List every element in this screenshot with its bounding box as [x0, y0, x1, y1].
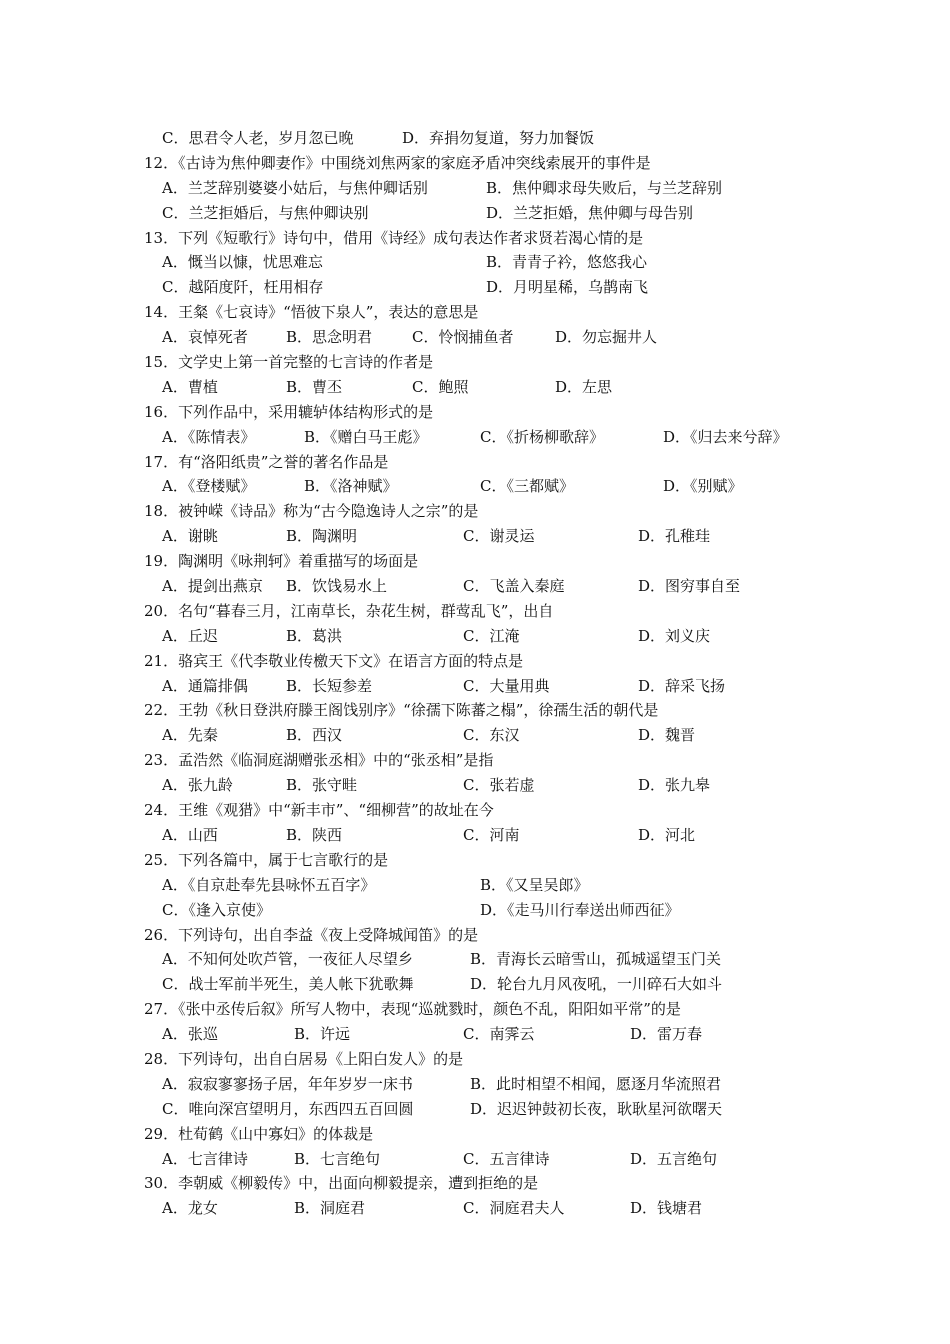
answer-option: A．张巡 — [162, 1025, 218, 1044]
answer-option: B．饮饯易水上 — [286, 577, 388, 596]
answer-option: D．钱塘君 — [630, 1199, 703, 1218]
question-stem-q30: 30．李朝威《柳毅传》中，出面向柳毅提亲，遭到拒绝的是 — [144, 1174, 539, 1193]
answer-option: A．慨当以慷，忧思难忘 — [162, 253, 323, 272]
option-row — [0, 674, 950, 699]
answer-option: A．曹植 — [162, 377, 218, 396]
answer-option: A．《登楼赋》 — [162, 477, 256, 496]
answer-option: D．张九皋 — [638, 776, 711, 795]
answer-option: D．左思 — [555, 377, 613, 396]
answer-option: C．思君令人老，岁月忽已晚 — [162, 129, 354, 147]
answer-option: D．辞采飞扬 — [638, 676, 726, 695]
question-stem-q22: 22．王勃《秋日登洪府滕王阁饯别序》“徐孺下陈蕃之榻”，徐孺生活的朝代是 — [144, 701, 659, 720]
answer-option: D．孔稚珪 — [638, 527, 711, 546]
answer-option: D．刘义庆 — [638, 626, 711, 645]
option-row — [0, 1097, 950, 1122]
option-row — [0, 176, 950, 201]
answer-option: A．张九龄 — [162, 776, 233, 795]
answer-option: C．大量用典 — [463, 676, 550, 695]
answer-option: B．焦仲卿求母失败后，与兰芝辞别 — [486, 178, 723, 197]
answer-option: C．江淹 — [463, 626, 520, 645]
question-stem-q16: 16．下列作品中，采用辘轳体结构形式的是 — [144, 402, 434, 421]
option-row — [0, 823, 950, 848]
answer-option: A．寂寂寥寥扬子居，年年岁岁一床书 — [162, 1074, 413, 1093]
answer-option: C．谢灵运 — [463, 527, 535, 546]
answer-option: B．《赠白马王彪》 — [304, 427, 428, 446]
option-row — [0, 474, 950, 499]
answer-option: B．许远 — [294, 1025, 351, 1044]
option-row — [0, 947, 950, 972]
answer-option: C．怜悯捕鱼者 — [412, 328, 514, 347]
answer-option: D．迟迟钟鼓初长夜，耿耿星河欲曙天 — [470, 1099, 723, 1118]
answer-option: B．长短参差 — [286, 676, 373, 695]
answer-option: A．谢眺 — [162, 527, 218, 546]
answer-option: D．魏晋 — [638, 726, 696, 745]
answer-option: C．唯向深宫望明月，东西四五百回圆 — [162, 1099, 414, 1118]
question-stem-q29: 29．杜荀鹤《山中寡妇》的体裁是 — [144, 1124, 374, 1143]
answer-option: A．不知何处吹芦管，一夜征人尽望乡 — [162, 950, 413, 969]
option-row — [0, 201, 950, 226]
answer-option: A．《陈情表》 — [162, 427, 256, 446]
question-stem-q15: 15．文学史上第一首完整的七言诗的作者是 — [144, 353, 434, 372]
answer-option: C．飞盖入秦庭 — [463, 577, 565, 596]
option-row — [0, 250, 950, 275]
option-row — [0, 898, 950, 923]
question-stem-q21: 21．骆宾王《代李敬业传檄天下文》在语言方面的特点是 — [144, 651, 524, 670]
option-row — [0, 1022, 950, 1047]
answer-option: D．《归去来兮辞》 — [663, 427, 788, 446]
question-stem-q20: 20．名句“暮春三月，江南草长，杂花生树，群莺乱飞”，出自 — [144, 601, 554, 620]
question-stem-q12: 12．《古诗为焦仲卿妻作》中围绕刘焦两家的家庭矛盾冲突线索展开的事件是 — [144, 153, 651, 172]
answer-option: A．龙女 — [162, 1199, 218, 1218]
answer-option: D．河北 — [638, 825, 696, 844]
answer-option: C．战士军前半死生，美人帐下犹歌舞 — [162, 975, 414, 994]
exam-sheet — [0, 126, 950, 1221]
answer-option: B．思念明君 — [286, 328, 373, 347]
answer-option: A．先秦 — [162, 726, 218, 745]
question-stem-q23: 23．孟浩然《临洞庭湖赠张丞相》中的“张丞相”是指 — [144, 751, 494, 770]
option-row — [0, 425, 950, 450]
answer-option: C．《折杨柳歌辞》 — [480, 427, 604, 446]
option-row — [0, 275, 950, 300]
answer-option: C．《逢入京使》 — [162, 900, 271, 919]
answer-option: B．此时相望不相闻，愿逐月华流照君 — [470, 1074, 722, 1093]
answer-option: B．西汉 — [286, 726, 343, 745]
answer-option: A．丘迟 — [162, 626, 218, 645]
question-stem-q27: 27．《张中丞传后叙》所写人物中，表现“巡就戮时，颜色不乱，阳阳如平常”的是 — [144, 1000, 681, 1019]
question-stem-q13: 13．下列《短歌行》诗句中，借用《诗经》成句表达作者求贤若渴心情的是 — [144, 228, 644, 247]
answer-option: A．《自京赴奉先县咏怀五百字》 — [162, 875, 376, 894]
question-stem-q24: 24．王维《观猎》中“新丰市”、“细柳营”的故址在今 — [144, 801, 494, 820]
answer-option: D．图穷事自至 — [638, 577, 741, 596]
answer-option: B．《洛神赋》 — [304, 477, 398, 496]
answer-option: A．通篇排偶 — [162, 676, 248, 695]
question-stem-q25: 25．下列各篇中，属于七言歌行的是 — [144, 850, 389, 869]
option-row — [0, 1072, 950, 1097]
question-stem-q17: 17．有“洛阳纸贵”之誉的著名作品是 — [144, 452, 389, 471]
answer-option: B．洞庭君 — [294, 1199, 366, 1218]
answer-option: B．曹丕 — [286, 377, 343, 396]
option-row — [0, 126, 950, 151]
answer-option: D．勿忘掘井人 — [555, 328, 658, 347]
question-stem-q19: 19．陶渊明《咏荆轲》着重描写的场面是 — [144, 552, 419, 571]
answer-option: C．南霁云 — [463, 1025, 535, 1044]
option-row — [0, 624, 950, 649]
answer-option: C．东汉 — [463, 726, 520, 745]
answer-option: B．张守畦 — [286, 776, 358, 795]
answer-option: C．鲍照 — [412, 377, 469, 396]
answer-option: B．《又呈吴郎》 — [480, 875, 589, 894]
answer-option: A．山西 — [162, 825, 218, 844]
answer-option: A．七言律诗 — [162, 1149, 248, 1168]
question-stem-q26: 26．下列诗句，出自李益《夜上受降城闻笛》的是 — [144, 925, 479, 944]
option-row — [0, 1147, 950, 1172]
option-row — [0, 574, 950, 599]
answer-option: D．兰芝拒婚，焦仲卿与母告别 — [486, 203, 694, 222]
answer-option: C．兰芝拒婚后，与焦仲卿诀别 — [162, 203, 369, 222]
answer-option: C．《三都赋》 — [480, 477, 574, 496]
question-stem-q18: 18．被钟嵘《诗品》称为“古今隐逸诗人之宗”的是 — [144, 502, 479, 521]
answer-option: B．青海长云暗雪山，孤城遥望玉门关 — [470, 950, 722, 969]
answer-option: C．张若虚 — [463, 776, 535, 795]
option-row — [0, 773, 950, 798]
question-stem-q14: 14．王粲《七哀诗》“悟彼下泉人”，表达的意思是 — [144, 303, 479, 322]
answer-option: C．洞庭君夫人 — [463, 1199, 565, 1218]
answer-option: D．《别赋》 — [663, 477, 743, 496]
answer-option: D．轮台九月风夜吼，一川碎石大如斗 — [470, 975, 723, 994]
answer-option: D．五言绝句 — [630, 1149, 718, 1168]
answer-option: B．青青子衿，悠悠我心 — [486, 253, 648, 272]
question-stem-q28: 28．下列诗句，出自白居易《上阳白发人》的是 — [144, 1049, 464, 1068]
answer-option: B．陕西 — [286, 825, 343, 844]
answer-option: D．雷万春 — [630, 1025, 703, 1044]
answer-option: B．陶渊明 — [286, 527, 358, 546]
option-row — [0, 524, 950, 549]
option-row — [0, 873, 950, 898]
answer-option: C．五言律诗 — [463, 1149, 550, 1168]
answer-option: D．月明星稀，乌鹊南飞 — [486, 278, 649, 297]
answer-option: A．兰芝辞别婆婆小姑后，与焦仲卿话别 — [162, 178, 428, 197]
answer-option: A．哀悼死者 — [162, 328, 248, 347]
option-row — [0, 375, 950, 400]
answer-option: A．提剑出燕京 — [162, 577, 263, 596]
option-row — [0, 972, 950, 997]
answer-option: D．弃捐勿复道，努力加餐饭 — [402, 129, 595, 147]
answer-option: C．越陌度阡，枉用相存 — [162, 278, 324, 297]
answer-option: C．河南 — [463, 825, 520, 844]
answer-option: B．七言绝句 — [294, 1149, 381, 1168]
answer-option: B．葛洪 — [286, 626, 343, 645]
answer-option: D．《走马川行奉送出师西征》 — [480, 900, 680, 919]
option-row — [0, 723, 950, 748]
option-row — [0, 325, 950, 350]
option-row — [0, 1196, 950, 1221]
